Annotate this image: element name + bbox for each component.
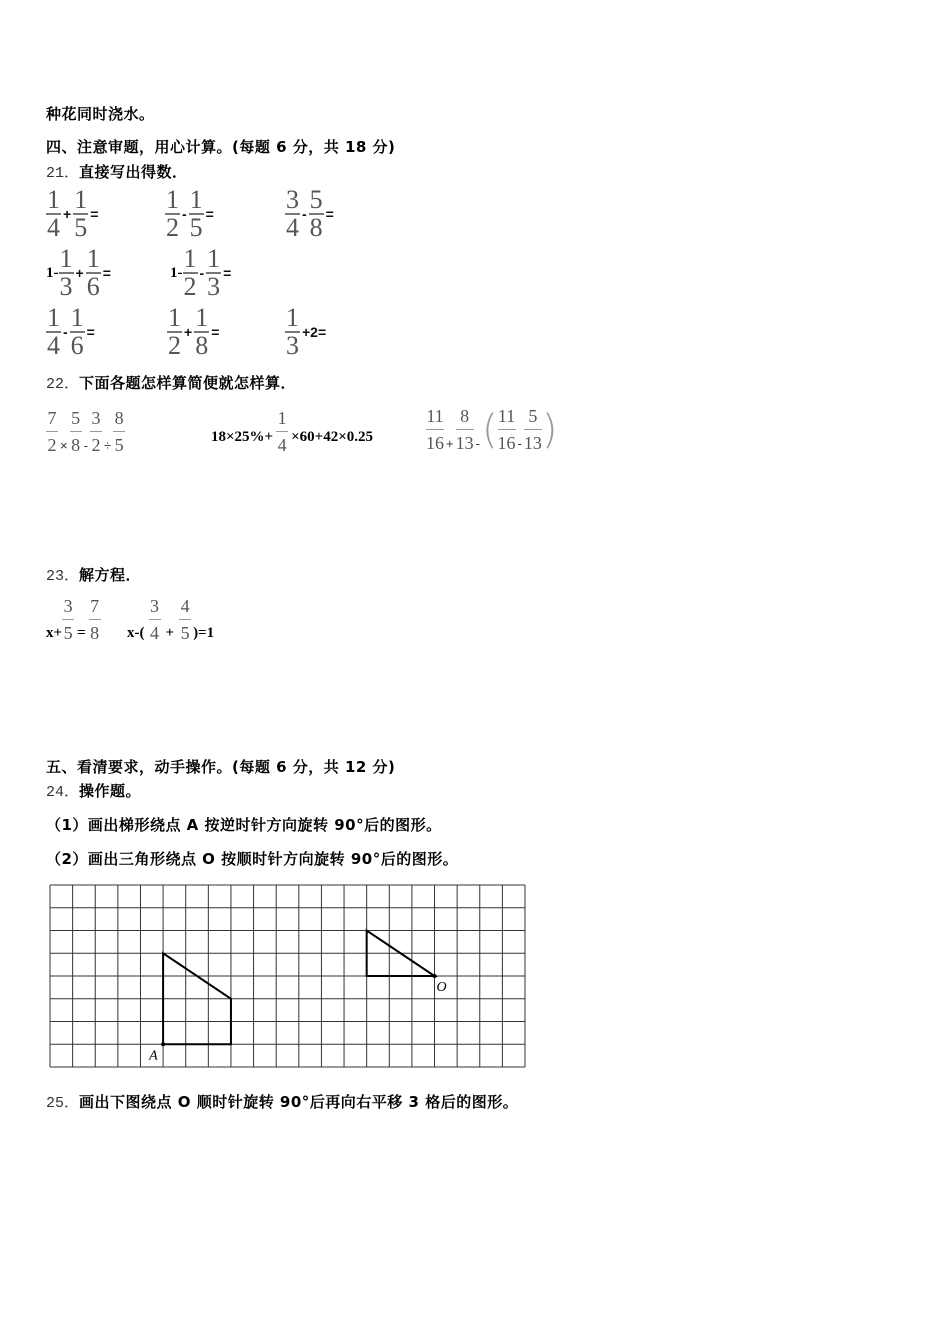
fraction: 1 3 [286, 303, 299, 360]
q23-equation-1: x+ 3 5 = 7 8 [46, 596, 100, 643]
fraction: 3 4 [286, 185, 299, 242]
q22-expression-3: 11 16 + 8 13 - ( 11 16 - 5 13 ) [426, 406, 558, 453]
operator: - [302, 206, 307, 222]
q21-expression [167, 303, 221, 360]
q21-expression [285, 185, 336, 242]
q21-header [46, 161, 188, 182]
q21-expression [46, 244, 113, 301]
fraction: 1 3 [59, 244, 73, 301]
fraction: 1 6 [70, 303, 84, 360]
equals-sign: = [325, 206, 334, 222]
q23-title: 解方程． [79, 566, 142, 584]
q23-number: 23． [46, 568, 80, 585]
q22-expression-2: 18×25%+ 1 4 ×60+42×0.25 [211, 408, 374, 455]
fraction: 1 4 [277, 408, 287, 455]
q24-subquestion-2: （2）画出三角形绕点 O 按顺时针方向旋转 90°后的图形。 [46, 850, 459, 868]
q21-expression [46, 185, 100, 242]
trapezoid-shape-label: A [149, 1048, 158, 1064]
expression-lead: 1- [170, 264, 183, 281]
fraction: 11 16 [426, 406, 444, 453]
triangle-shape-label: O [436, 980, 447, 995]
fraction: 1 5 [74, 185, 88, 242]
equals-sign: = [223, 265, 232, 281]
q25-title: 画出下图绕点 O 顺时针旋转 90°后再向右平移 3 格后的图形。 [79, 1093, 519, 1111]
q24-number: 24． [46, 784, 80, 801]
operator: + [184, 324, 193, 340]
operator: - [199, 265, 205, 281]
fraction: 4 5 [180, 596, 190, 643]
equals-sign: +2= [302, 324, 327, 340]
operator: + [63, 206, 72, 222]
fraction: 11 16 [497, 406, 516, 453]
q21-expression [285, 303, 328, 360]
fraction: 1 4 [47, 185, 60, 242]
fraction: 1 2 [183, 244, 197, 301]
operator: - [182, 206, 187, 222]
q22-number: 22． [46, 376, 80, 393]
left-paren: ( [481, 406, 498, 453]
q25-number: 25． [46, 1095, 80, 1112]
fraction: 1 2 [168, 303, 181, 360]
q23-header [46, 564, 141, 585]
fraction: 5 8 [309, 185, 323, 242]
equals-sign: = [102, 265, 111, 281]
expression-lead: 1- [46, 264, 59, 281]
fraction: 1 5 [189, 185, 203, 242]
q23-equation-2: x-( 3 4 + 4 5 )=1 [127, 596, 215, 643]
equals-sign: = [86, 324, 95, 340]
grid-figure [49, 884, 527, 1074]
q21-title: 直接写出得数． [79, 163, 188, 181]
fraction: 1 6 [86, 244, 100, 301]
fraction: 1 4 [47, 303, 60, 360]
q21-number: 21． [46, 165, 80, 182]
q22-title: 下面各题怎样算简便就怎样算． [79, 374, 297, 392]
equals-sign: = [90, 206, 99, 222]
q21-expression [165, 185, 216, 242]
fraction: 1 3 [207, 244, 221, 301]
fraction: 7 2 [47, 408, 57, 455]
fraction: 5 13 [523, 406, 542, 453]
fraction: 3 5 [63, 596, 73, 643]
fraction: 8 5 [114, 408, 124, 455]
equals-sign: = [211, 324, 220, 340]
section5-heading: 五、看清要求，动手操作。(每题 6 分，共 12 分) [46, 758, 396, 776]
operator: + [75, 265, 84, 281]
continued-text: 种花同时浇水。 [46, 105, 155, 123]
q22-header [46, 372, 296, 393]
fraction: 7 8 [90, 596, 100, 643]
q21-expression [46, 303, 97, 360]
right-paren: ) [541, 406, 558, 453]
q22-expression-1: 7 2 × 5 8 - 3 2 ÷ 8 5 [47, 408, 124, 455]
q25-header [46, 1091, 518, 1112]
fraction: 1 2 [166, 185, 179, 242]
equals-sign: = [205, 206, 214, 222]
q24-subquestion-1: （1）画出梯形绕点 A 按逆时针方向旋转 90°后的图形。 [46, 816, 442, 834]
q24-header [46, 780, 141, 801]
fraction: 1 8 [195, 303, 209, 360]
q21-expression [170, 244, 233, 301]
fraction: 3 2 [91, 408, 101, 455]
operator: - [63, 324, 68, 340]
grid-svg [49, 884, 527, 1070]
section4-heading: 四、注意审题，用心计算。(每题 6 分，共 18 分) [46, 138, 396, 156]
fraction: 3 4 [150, 596, 159, 643]
fraction: 8 13 [455, 406, 474, 453]
fraction: 5 8 [71, 408, 81, 455]
q24-title: 操作题。 [79, 782, 142, 800]
